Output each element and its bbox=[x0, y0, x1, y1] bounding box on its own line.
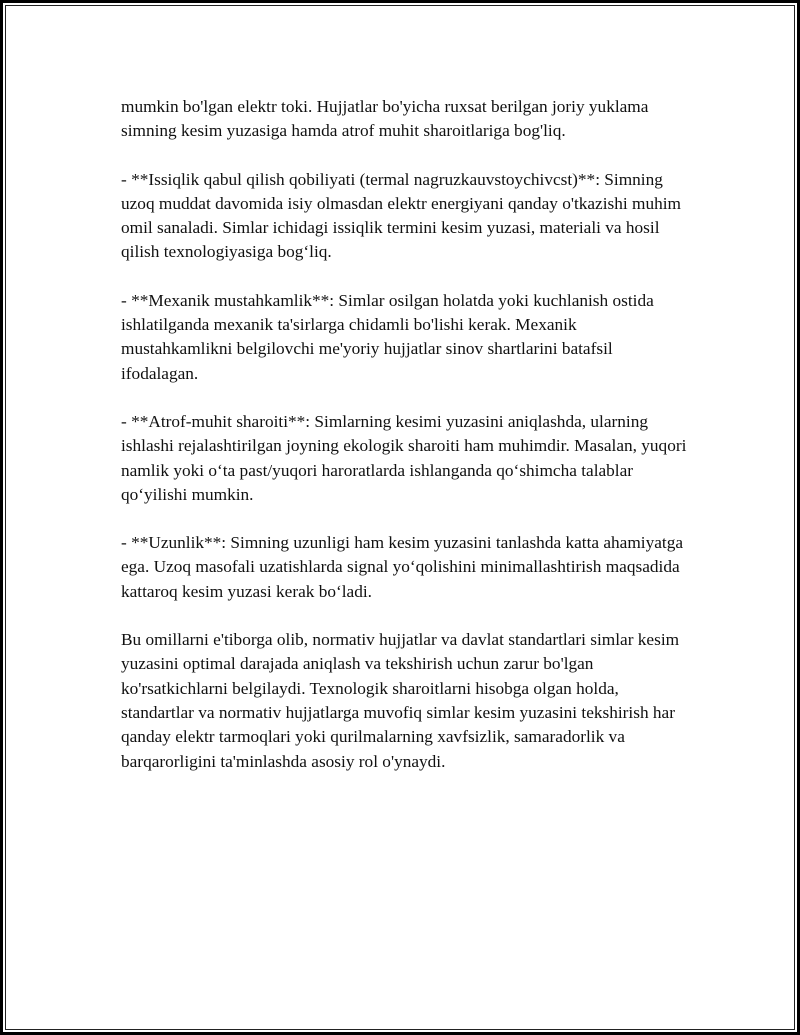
paragraph-mechanical-strength: - **Mexanik mustahkamlik**: Simlar osilgan holatda yoki kuchlanish ostida ishlatilganda mexanik ta'sirlarga chidamli bo'lishi kerak. Mexanik mustahkamlikni belgilovchi me'yoriy hujjatlar sinov shartlarini batafsil ifodalagan. bbox=[121, 290, 654, 383]
document-body bbox=[121, 95, 691, 798]
paragraph-length: - **Uzunlik**: Simning uzunligi ham kesim yuzasini tanlashda katta ahamiyatga ega. Uzoq masofali uzatishlarda signal yo‘qolishini minimallashtirish maqsadida kattaroq kesim yuzasi kerak bo‘ladi. bbox=[121, 533, 684, 601]
paragraph-current-load: mumkin bo'lgan elektr toki. Hujjatlar bo'yicha ruxsat berilgan joriy yuklama simning kesim yuzasiga hamda atrof muhit sharoitlariga bog'liq. bbox=[121, 97, 649, 141]
paragraph-conclusion: Bu omillarni e'tiborga olib, normativ hujjatlar va davlat standartlari simlar kesim yuzasini optimal darajada aniqlash va tekshirish uchun zarur bo'lgan ko'rsatkichlarni belgilaydi. Texnologik sharoitlarni hisobga olgan holda, standartlar va normativ hujjatlarga muvofiq simlar kesim yuzasini tekshirish har qanday elektr tarmoqlari yoki qurilmalarning xavfsizlik, samaradorlik va barqarorligini ta'minlashda asosiy rol o'ynaydi. bbox=[121, 630, 680, 771]
paragraph-environment: - **Atrof-muhit sharoiti**: Simlarning kesimi yuzasini aniqlashda, ularning ishlashi rejalashtirilgan joyning ekologik sharoiti ham muhimdir. Masalan, yuqori namlik yoki o‘ta past/yuqori haroratlarda ishlanganda qo‘shimcha talablar qo‘yilishi mumkin. bbox=[121, 411, 687, 504]
paragraph-thermal-capacity: - **Issiqlik qabul qilish qobiliyati (termal nagruzkauvstoychivcst)**: Simning uzoq muddat davomida isiy olmasdan elektr energiyani qanday o'tkazishi muhim omil sanaladi. Simlar ichidagi issiqlik termini kesim yuzasi, materiali va hosil qilish texnologiyasiga bog‘liq. bbox=[121, 169, 681, 262]
